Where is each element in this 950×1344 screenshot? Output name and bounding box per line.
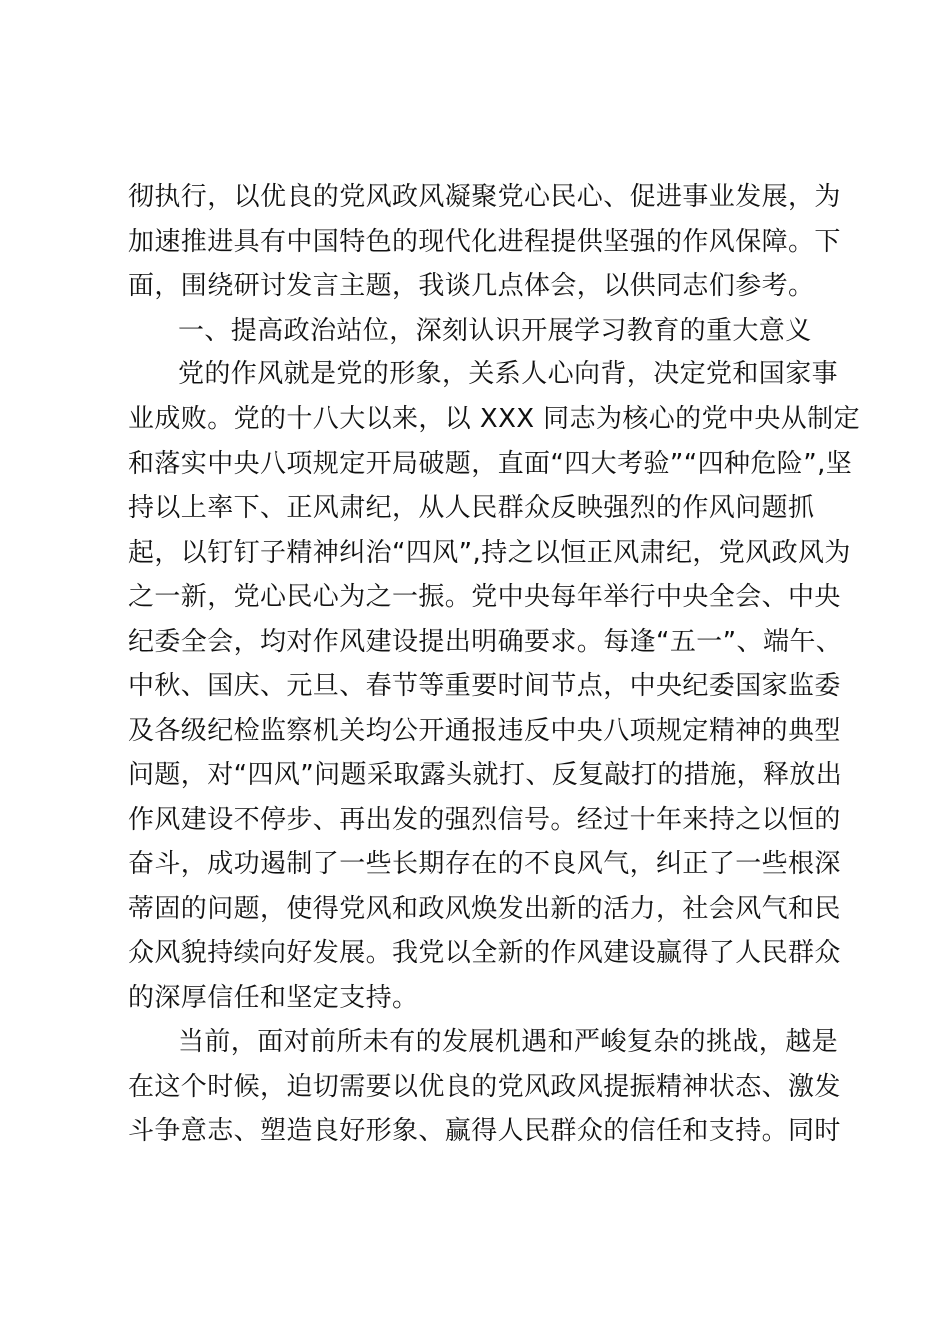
paragraph-line: 面，围绕研讨发言主题，我谈几点体会，以供同志们参考。 [128,271,815,301]
paragraph-line: 奋斗，成功遏制了一些长期存在的不良风气，纠正了一些根深 [128,849,841,879]
paragraph-line: 及各级纪检监察机关均公开通报违反中央八项规定精神的典型 [128,716,841,746]
paragraph-line: 斗争意志、塑造良好形象、赢得人民群众的信任和支持。同时 [128,1116,841,1146]
paragraph-line: 加速推进具有中国特色的现代化进程提供坚强的作风保障。下 [128,227,841,257]
paragraph-line: 党的作风就是党的形象，关系人心向背，决定党和国家事 [178,359,839,389]
paragraph-line: 起，以钉钉子精神纠治“四风”,持之以恒正风肃纪，党风政风为 [128,538,851,568]
paragraph-line: 当前，面对前所未有的发展机遇和严峻复杂的挑战，越是 [178,1027,839,1057]
paragraph-line: 和落实中央八项规定开局破题，直面“四大考验”“四种危险”,坚 [128,449,853,479]
paragraph-line: 彻执行，以优良的党风政风凝聚党心民心、促进事业发展，为 [128,182,841,212]
paragraph-line: 蒂固的问题，使得党风和政风焕发出新的活力，社会风气和民 [128,894,841,924]
paragraph-line: 纪委全会，均对作风建设提出明确要求。每逢“五一”、端午、 [128,627,843,657]
paragraph-line: 问题，对“四风”问题采取露头就打、反复敲打的措施，释放出 [128,760,843,790]
paragraph-line: 业成败。党的十八大以来，以 XXX 同志为核心的党中央从制定 [128,404,860,434]
paragraph-line: 之一新，党心民心为之一振。党中央每年举行中央全会、中央 [128,582,841,612]
paragraph-line: 作风建设不停步、再出发的强烈信号。经过十年来持之以恒的 [128,805,841,835]
paragraph-line: 的深厚信任和坚定支持。 [128,983,419,1013]
paragraph-line: 持以上率下、正风肃纪，从人民群众反映强烈的作风问题抓 [128,493,815,523]
paragraph-line: 众风貌持续向好发展。我党以全新的作风建设赢得了人民群众 [128,938,841,968]
paragraph-line: 在这个时候，迫切需要以优良的党风政风提振精神状态、激发 [128,1072,841,1102]
paragraph-line: 中秋、国庆、元旦、春节等重要时间节点，中央纪委国家监委 [128,671,841,701]
section-heading: 一、提高政治站位，深刻认识开展学习教育的重大意义 [178,316,812,346]
